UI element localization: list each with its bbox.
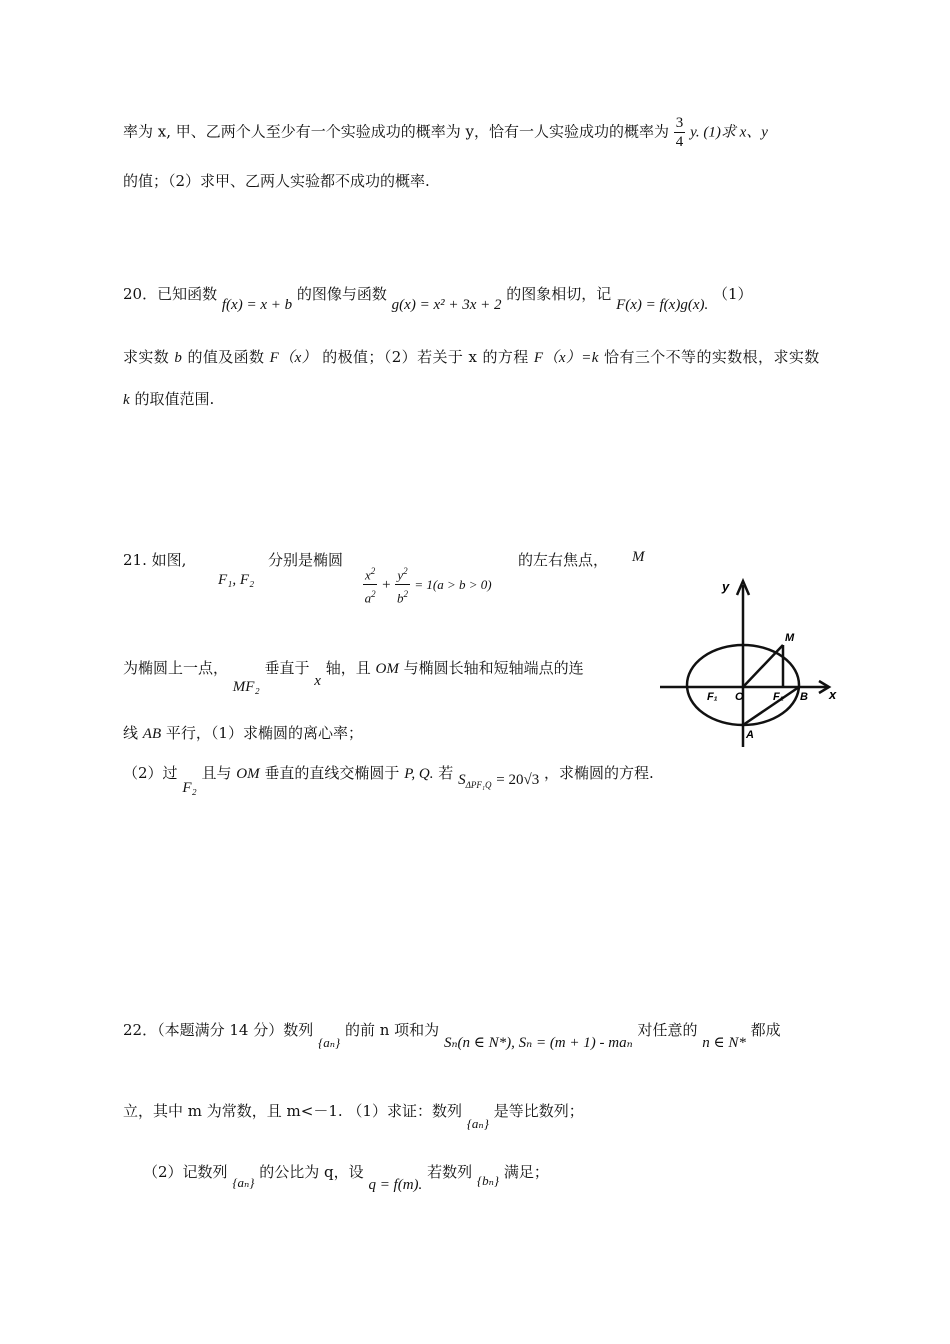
- q20-l2-a: 求实数: [123, 348, 170, 366]
- label-O: O: [735, 691, 744, 703]
- q21-text2: 的左右焦点，: [518, 551, 609, 569]
- q20-l3: 的取值范围.: [134, 390, 215, 408]
- q21-S-sub: ΔPF₁Q: [465, 780, 492, 790]
- label-F1: F₁: [707, 691, 718, 703]
- q20-l2-d: 恰有三个不等的实数根，求实数: [604, 348, 820, 366]
- q22-l3-a: （2）记数列: [143, 1163, 228, 1181]
- q22-l2-b: 是等比数列；: [493, 1102, 584, 1120]
- q20-k-var: k: [123, 392, 130, 408]
- q22-l3-c: 若数列: [427, 1163, 473, 1181]
- q21-plus: +: [382, 576, 391, 593]
- q21-M: M: [632, 549, 645, 565]
- q20-F-var: F（x）: [269, 350, 318, 366]
- q22-qf: q = f(m).: [368, 1177, 423, 1193]
- q21-l2-a: 为椭圆上一点，: [123, 659, 229, 677]
- label-y: y: [722, 579, 730, 594]
- q19-line2: 的值；（2）求甲、乙两人实验都不成功的概率.: [123, 172, 430, 190]
- q22-l3-b: 的公比为 q，设: [259, 1163, 364, 1181]
- q20-text2: 的图象相切，记: [506, 285, 612, 303]
- q22-line1: [123, 1019, 781, 1051]
- q21-l4-e: ，求椭圆的方程.: [544, 764, 654, 782]
- q19-frac-den: 4: [675, 134, 684, 150]
- label-A: A: [746, 729, 754, 741]
- q20-Fk: F（x）=k: [533, 350, 599, 366]
- q21-l2-b: 垂直于: [264, 659, 310, 677]
- label-B: B: [800, 691, 808, 703]
- q21-AB: AB: [142, 726, 162, 742]
- q20-g-expr: g(x) = x² + 3x + 2: [391, 297, 502, 313]
- q20-number: 20．已知函数: [123, 285, 218, 303]
- q22-l3-d: 满足；: [503, 1163, 549, 1181]
- q19-text-b: y. (1)求 x、y: [690, 124, 768, 141]
- q19-fraction: [674, 114, 686, 151]
- label-x: x: [829, 687, 837, 702]
- q21-S-val: = 20√3: [496, 772, 540, 788]
- q22-an3: {aₙ}: [232, 1175, 255, 1190]
- q20-text3: （1）: [713, 285, 753, 303]
- q22-an: {aₙ}: [318, 1035, 341, 1050]
- q21-frac-y: [395, 562, 409, 608]
- label-M: M: [785, 632, 795, 644]
- q21-ellipse-equation: [363, 562, 492, 608]
- q19-frac-num: 3: [675, 115, 684, 131]
- q21-l4-c: 垂直的直线交椭圆于: [264, 764, 400, 782]
- q21-text1: 分别是椭圆: [268, 551, 344, 569]
- ellipse-figure: [655, 575, 845, 755]
- q21-l2-d: 与椭圆长轴和短轴端点的连: [403, 659, 584, 677]
- q19-line1: [123, 114, 768, 151]
- q22-text1: 的前 n 项和为: [344, 1021, 440, 1039]
- q21-frac-x: [363, 562, 377, 608]
- q21-area: [458, 772, 491, 788]
- q22-text2: 对任意的: [637, 1021, 698, 1039]
- q20-l2-c: 的极值；（2）若关于 x 的方程: [322, 348, 529, 366]
- q21-eq-rhs: = 1(a > b > 0): [414, 576, 492, 592]
- q21-x-axis: x: [314, 673, 321, 689]
- q21-S: S: [458, 772, 466, 788]
- segment-OM: [743, 645, 783, 687]
- q21-PQ: P, Q.: [404, 766, 434, 782]
- q22-Sn: Sₙ(n ∈ N*), Sₙ = (m + 1) - maₙ: [443, 1035, 633, 1051]
- q21-l4-a: （2）过: [123, 764, 178, 782]
- q20-line2: [123, 346, 820, 369]
- q21-frac-y-num: $y^2$: [395, 562, 409, 585]
- q20-F-expr: F(x) = f(x)g(x).: [616, 297, 709, 313]
- q21-l3-b: 平行，（1）求椭圆的离心率；: [165, 724, 363, 742]
- q21-F2: F₂: [182, 780, 197, 796]
- q22-number: 22．（本题满分 14 分）数列: [123, 1021, 314, 1039]
- q19-text-a: 率为 x, 甲、乙两个人至少有一个实验成功的概率为 y，恰有一人实验成功的概率为: [123, 122, 670, 141]
- q22-an2: {aₙ}: [466, 1116, 489, 1131]
- q21-l4-b: 且与: [201, 764, 232, 782]
- q21-F1F2: F₁, F₂: [218, 572, 255, 588]
- q21-frac-x-num: $x^2$: [363, 562, 377, 585]
- q22-line3: [143, 1161, 549, 1193]
- q21-line2: [123, 657, 584, 695]
- q21-number: 21. 如图,: [123, 551, 187, 569]
- q22-l2-a: 立，其中 m 为常数，且 m<－1. （1）求证：数列: [123, 1102, 462, 1120]
- q20-b-var: b: [174, 350, 183, 366]
- q21-line3: [123, 722, 363, 743]
- q21-l4-d: 若: [438, 764, 454, 782]
- q21-MF2: MF₂: [232, 679, 260, 695]
- q22-bn: {bₙ}: [476, 1173, 500, 1188]
- q22-text3: 都成: [750, 1021, 781, 1039]
- q20-text1: 的图像与函数: [296, 285, 387, 303]
- q21-OM: OM: [375, 661, 399, 677]
- q20-f-expr: f(x) = x + b: [221, 297, 293, 313]
- q22-n-in-N: n ∈ N*: [702, 1035, 746, 1051]
- q21-frac-y-den: $b^2$: [396, 589, 408, 606]
- q20-l2-b: 的值及函数: [187, 348, 265, 366]
- q20-line3: [123, 388, 214, 411]
- q22-line2: [123, 1100, 584, 1131]
- q21-frac-x-den: $a^2$: [364, 589, 376, 606]
- q20-line1: [123, 283, 753, 313]
- label-F2: F₂: [773, 691, 784, 703]
- q21-l2-c: 轴，且: [325, 659, 371, 677]
- q21-OM2: OM: [236, 766, 260, 782]
- q21-l3-a: 线: [123, 724, 139, 742]
